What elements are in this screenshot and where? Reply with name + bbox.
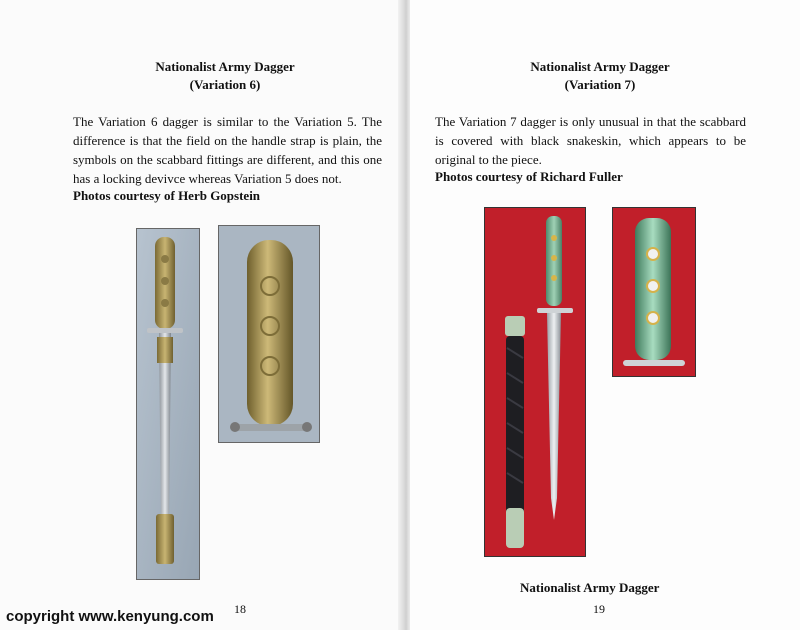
right-title-line1: Nationalist Army Dagger (530, 59, 670, 74)
photo-jade-handle-closeup (612, 207, 696, 377)
right-page-title (490, 58, 710, 94)
left-title-line2: (Variation 6) (189, 77, 261, 92)
left-page-number: 18 (234, 602, 246, 616)
photo-dagger-full (136, 228, 200, 580)
right-title-line2: (Variation 7) (564, 77, 636, 92)
right-page (410, 0, 800, 630)
right-body-text: The Variation 7 dagger is only unusual in that the scabbard is covered with black snakeskin, which appears to be original to the piece. (435, 114, 746, 167)
copyright-watermark: copyright www.kenyung.com (6, 608, 214, 625)
left-page-title (100, 58, 350, 94)
left-photo-credit: Photos courtesy of Herb Gopstein (73, 188, 261, 203)
right-page-number: 19 (593, 602, 605, 616)
photo-dagger-snakeskin-scabbard (484, 207, 586, 557)
photo-handle-closeup (218, 225, 320, 443)
left-body-text: The Variation 6 dagger is similar to the Variation 5. The difference is that the field on the handle strap is plain, the symbols on the scabbard fittings are different, and this one has a locking devivce whereas Variation 5 does not. (73, 114, 382, 186)
left-title-line1: Nationalist Army Dagger (155, 59, 295, 74)
right-photo-credit: Photos courtesy of Richard Fuller (435, 169, 623, 184)
right-bottom-caption: Nationalist Army Dagger (520, 580, 660, 595)
